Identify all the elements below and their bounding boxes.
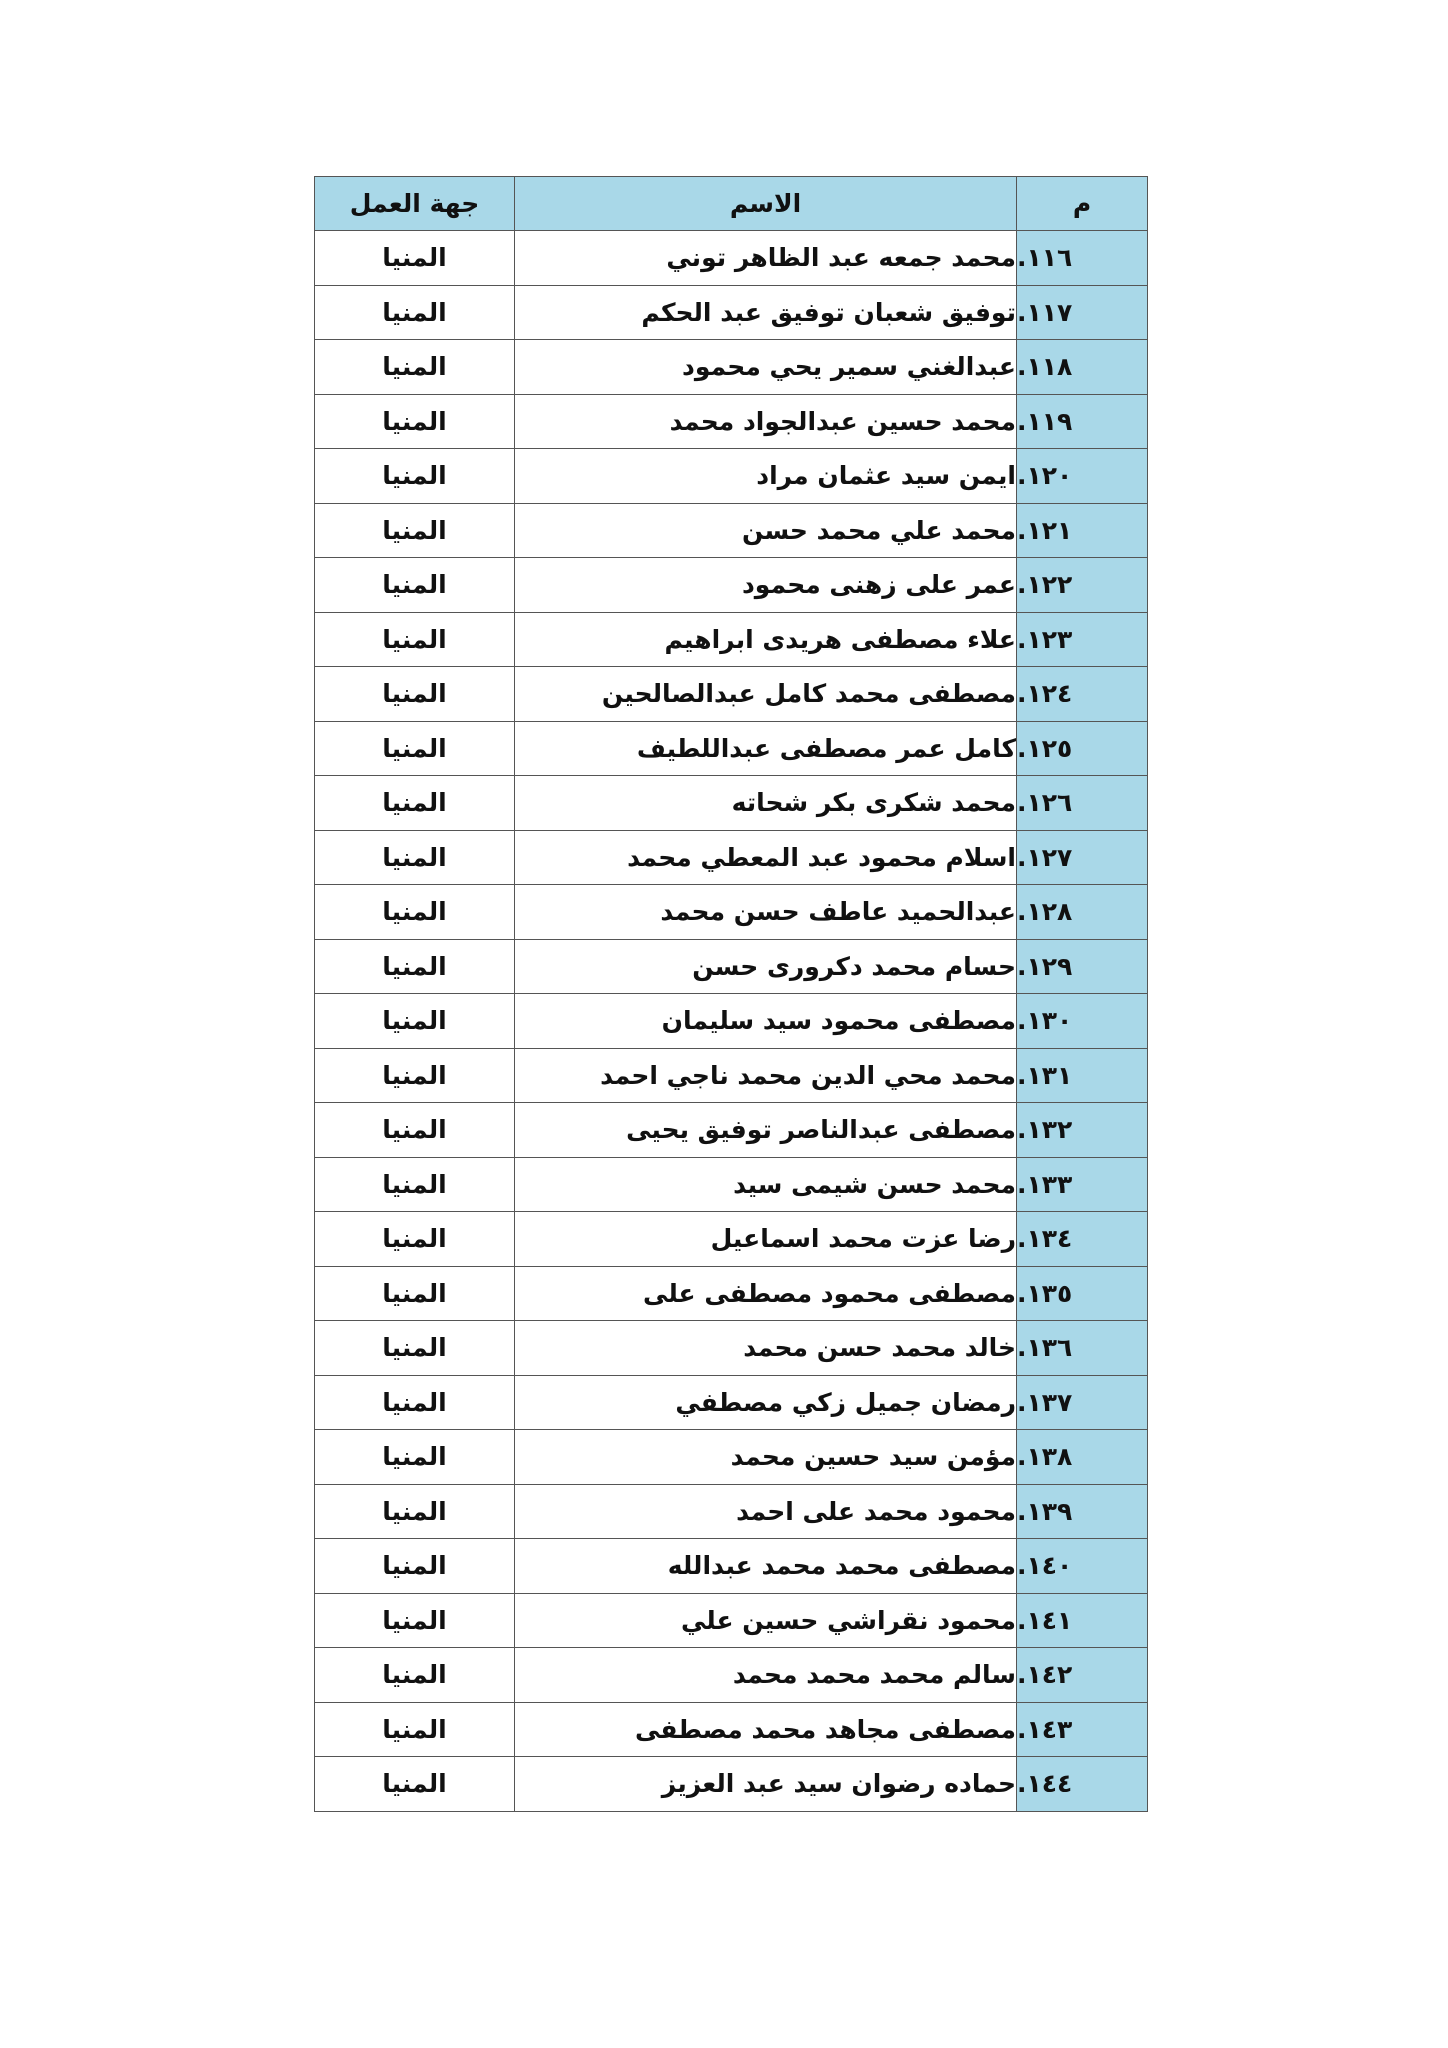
table-row: [315, 449, 1148, 504]
header-number: م: [1017, 177, 1148, 231]
table-row: [315, 340, 1148, 395]
table-row: [315, 994, 1148, 1049]
number-cell: ١٤٤.: [1017, 1757, 1148, 1812]
number-cell: ١٢١.: [1017, 503, 1148, 558]
workplace-cell: المنيا: [315, 1484, 515, 1539]
number-cell: ١١٦.: [1017, 231, 1148, 286]
number-cell: ١٣٥.: [1017, 1266, 1148, 1321]
table-row: [315, 1593, 1148, 1648]
workplace-cell: المنيا: [315, 1266, 515, 1321]
name-cell: كامل عمر مصطفى عبداللطيف: [515, 721, 1017, 776]
workplace-cell: المنيا: [315, 1430, 515, 1485]
workplace-cell: المنيا: [315, 231, 515, 286]
workplace-cell: المنيا: [315, 1103, 515, 1158]
name-cell: محمود نقراشي حسين علي: [515, 1593, 1017, 1648]
number-cell: ١٢٤.: [1017, 667, 1148, 722]
name-cell: محمد علي محمد حسن: [515, 503, 1017, 558]
number-cell: ١٢٥.: [1017, 721, 1148, 776]
workplace-cell: المنيا: [315, 340, 515, 395]
name-cell: محمد شكرى بكر شحاته: [515, 776, 1017, 831]
table-row: [315, 1484, 1148, 1539]
workplace-cell: المنيا: [315, 667, 515, 722]
workplace-cell: المنيا: [315, 994, 515, 1049]
workplace-cell: المنيا: [315, 1757, 515, 1812]
workplace-cell: المنيا: [315, 830, 515, 885]
workplace-cell: المنيا: [315, 394, 515, 449]
number-cell: ١٣٨.: [1017, 1430, 1148, 1485]
name-cell: سالم محمد محمد محمد: [515, 1648, 1017, 1703]
table-row: [315, 612, 1148, 667]
name-cell: مؤمن سيد حسين محمد: [515, 1430, 1017, 1485]
name-cell: محمد محي الدين محمد ناجي احمد: [515, 1048, 1017, 1103]
name-cell: رمضان جميل زكي مصطفي: [515, 1375, 1017, 1430]
table-row: [315, 285, 1148, 340]
number-cell: ١٣٢.: [1017, 1103, 1148, 1158]
workplace-cell: المنيا: [315, 1157, 515, 1212]
table-row: [315, 1702, 1148, 1757]
table-header: [315, 177, 1148, 231]
table-row: [315, 1048, 1148, 1103]
number-cell: ١٤٣.: [1017, 1702, 1148, 1757]
number-cell: ١٢٧.: [1017, 830, 1148, 885]
number-cell: ١٢٩.: [1017, 939, 1148, 994]
number-cell: ١٣٣.: [1017, 1157, 1148, 1212]
name-cell: مصطفى محمد محمد عبدالله: [515, 1539, 1017, 1594]
workplace-cell: المنيا: [315, 558, 515, 613]
workplace-cell: المنيا: [315, 776, 515, 831]
table-row: [315, 558, 1148, 613]
name-cell: عبدالغني سمير يحي محمود: [515, 340, 1017, 395]
name-cell: عمر على زهنى محمود: [515, 558, 1017, 613]
name-cell: مصطفى محمود مصطفى على: [515, 1266, 1017, 1321]
number-cell: ١١٨.: [1017, 340, 1148, 395]
number-cell: ١١٧.: [1017, 285, 1148, 340]
name-cell: محمد حسين عبدالجواد محمد: [515, 394, 1017, 449]
table-row: [315, 1430, 1148, 1485]
name-cell: ايمن سيد عثمان مراد: [515, 449, 1017, 504]
table-body: [315, 231, 1148, 1812]
workplace-cell: المنيا: [315, 285, 515, 340]
table-row: [315, 1212, 1148, 1267]
name-cell: علاء مصطفى هريدى ابراهيم: [515, 612, 1017, 667]
number-cell: ١٢٢.: [1017, 558, 1148, 613]
name-cell: محمود محمد على احمد: [515, 1484, 1017, 1539]
table-row: [315, 1266, 1148, 1321]
number-cell: ١٢٨.: [1017, 885, 1148, 940]
table-row: [315, 1375, 1148, 1430]
workplace-cell: المنيا: [315, 1648, 515, 1703]
workplace-cell: المنيا: [315, 939, 515, 994]
name-cell: مصطفى مجاهد محمد مصطفى: [515, 1702, 1017, 1757]
workplace-cell: المنيا: [315, 721, 515, 776]
number-cell: ١٢٠.: [1017, 449, 1148, 504]
number-cell: ١٣١.: [1017, 1048, 1148, 1103]
workplace-cell: المنيا: [315, 612, 515, 667]
name-cell: عبدالحميد عاطف حسن محمد: [515, 885, 1017, 940]
name-cell: حماده رضوان سيد عبد العزيز: [515, 1757, 1017, 1812]
name-cell: رضا عزت محمد اسماعيل: [515, 1212, 1017, 1267]
table-row: [315, 667, 1148, 722]
number-cell: ١٢٦.: [1017, 776, 1148, 831]
employees-table: [314, 176, 1148, 1812]
name-cell: مصطفى محمود سيد سليمان: [515, 994, 1017, 1049]
name-cell: مصطفى عبدالناصر توفيق يحيى: [515, 1103, 1017, 1158]
number-cell: ١٤١.: [1017, 1593, 1148, 1648]
number-cell: ١٣٤.: [1017, 1212, 1148, 1267]
number-cell: ١١٩.: [1017, 394, 1148, 449]
header-name: الاسم: [515, 177, 1017, 231]
name-cell: محمد حسن شيمى سيد: [515, 1157, 1017, 1212]
table-row: [315, 1103, 1148, 1158]
workplace-cell: المنيا: [315, 1212, 515, 1267]
header-workplace: جهة العمل: [315, 177, 515, 231]
name-cell: اسلام محمود عبد المعطي محمد: [515, 830, 1017, 885]
number-cell: ١٤٠.: [1017, 1539, 1148, 1594]
workplace-cell: المنيا: [315, 1048, 515, 1103]
table-row: [315, 885, 1148, 940]
table-row: [315, 1648, 1148, 1703]
number-cell: ١٤٢.: [1017, 1648, 1148, 1703]
table-row: [315, 830, 1148, 885]
table-row: [315, 1757, 1148, 1812]
name-cell: محمد جمعه عبد الظاهر توني: [515, 231, 1017, 286]
name-cell: توفيق شعبان توفيق عبد الحكم: [515, 285, 1017, 340]
table-row: [315, 776, 1148, 831]
workplace-cell: المنيا: [315, 503, 515, 558]
name-cell: مصطفى محمد كامل عبدالصالحين: [515, 667, 1017, 722]
table-row: [315, 394, 1148, 449]
table-row: [315, 1321, 1148, 1376]
workplace-cell: المنيا: [315, 885, 515, 940]
number-cell: ١٣٦.: [1017, 1321, 1148, 1376]
table-row: [315, 503, 1148, 558]
number-cell: ١٣٩.: [1017, 1484, 1148, 1539]
workplace-cell: المنيا: [315, 1593, 515, 1648]
workplace-cell: المنيا: [315, 449, 515, 504]
name-cell: خالد محمد حسن محمد: [515, 1321, 1017, 1376]
header-row: [315, 177, 1148, 231]
number-cell: ١٢٣.: [1017, 612, 1148, 667]
table-row: [315, 231, 1148, 286]
workplace-cell: المنيا: [315, 1702, 515, 1757]
workplace-cell: المنيا: [315, 1321, 515, 1376]
table-row: [315, 939, 1148, 994]
workplace-cell: المنيا: [315, 1375, 515, 1430]
table-row: [315, 721, 1148, 776]
name-cell: حسام محمد دكرورى حسن: [515, 939, 1017, 994]
number-cell: ١٣٧.: [1017, 1375, 1148, 1430]
workplace-cell: المنيا: [315, 1539, 515, 1594]
number-cell: ١٣٠.: [1017, 994, 1148, 1049]
table-row: [315, 1157, 1148, 1212]
table-row: [315, 1539, 1148, 1594]
